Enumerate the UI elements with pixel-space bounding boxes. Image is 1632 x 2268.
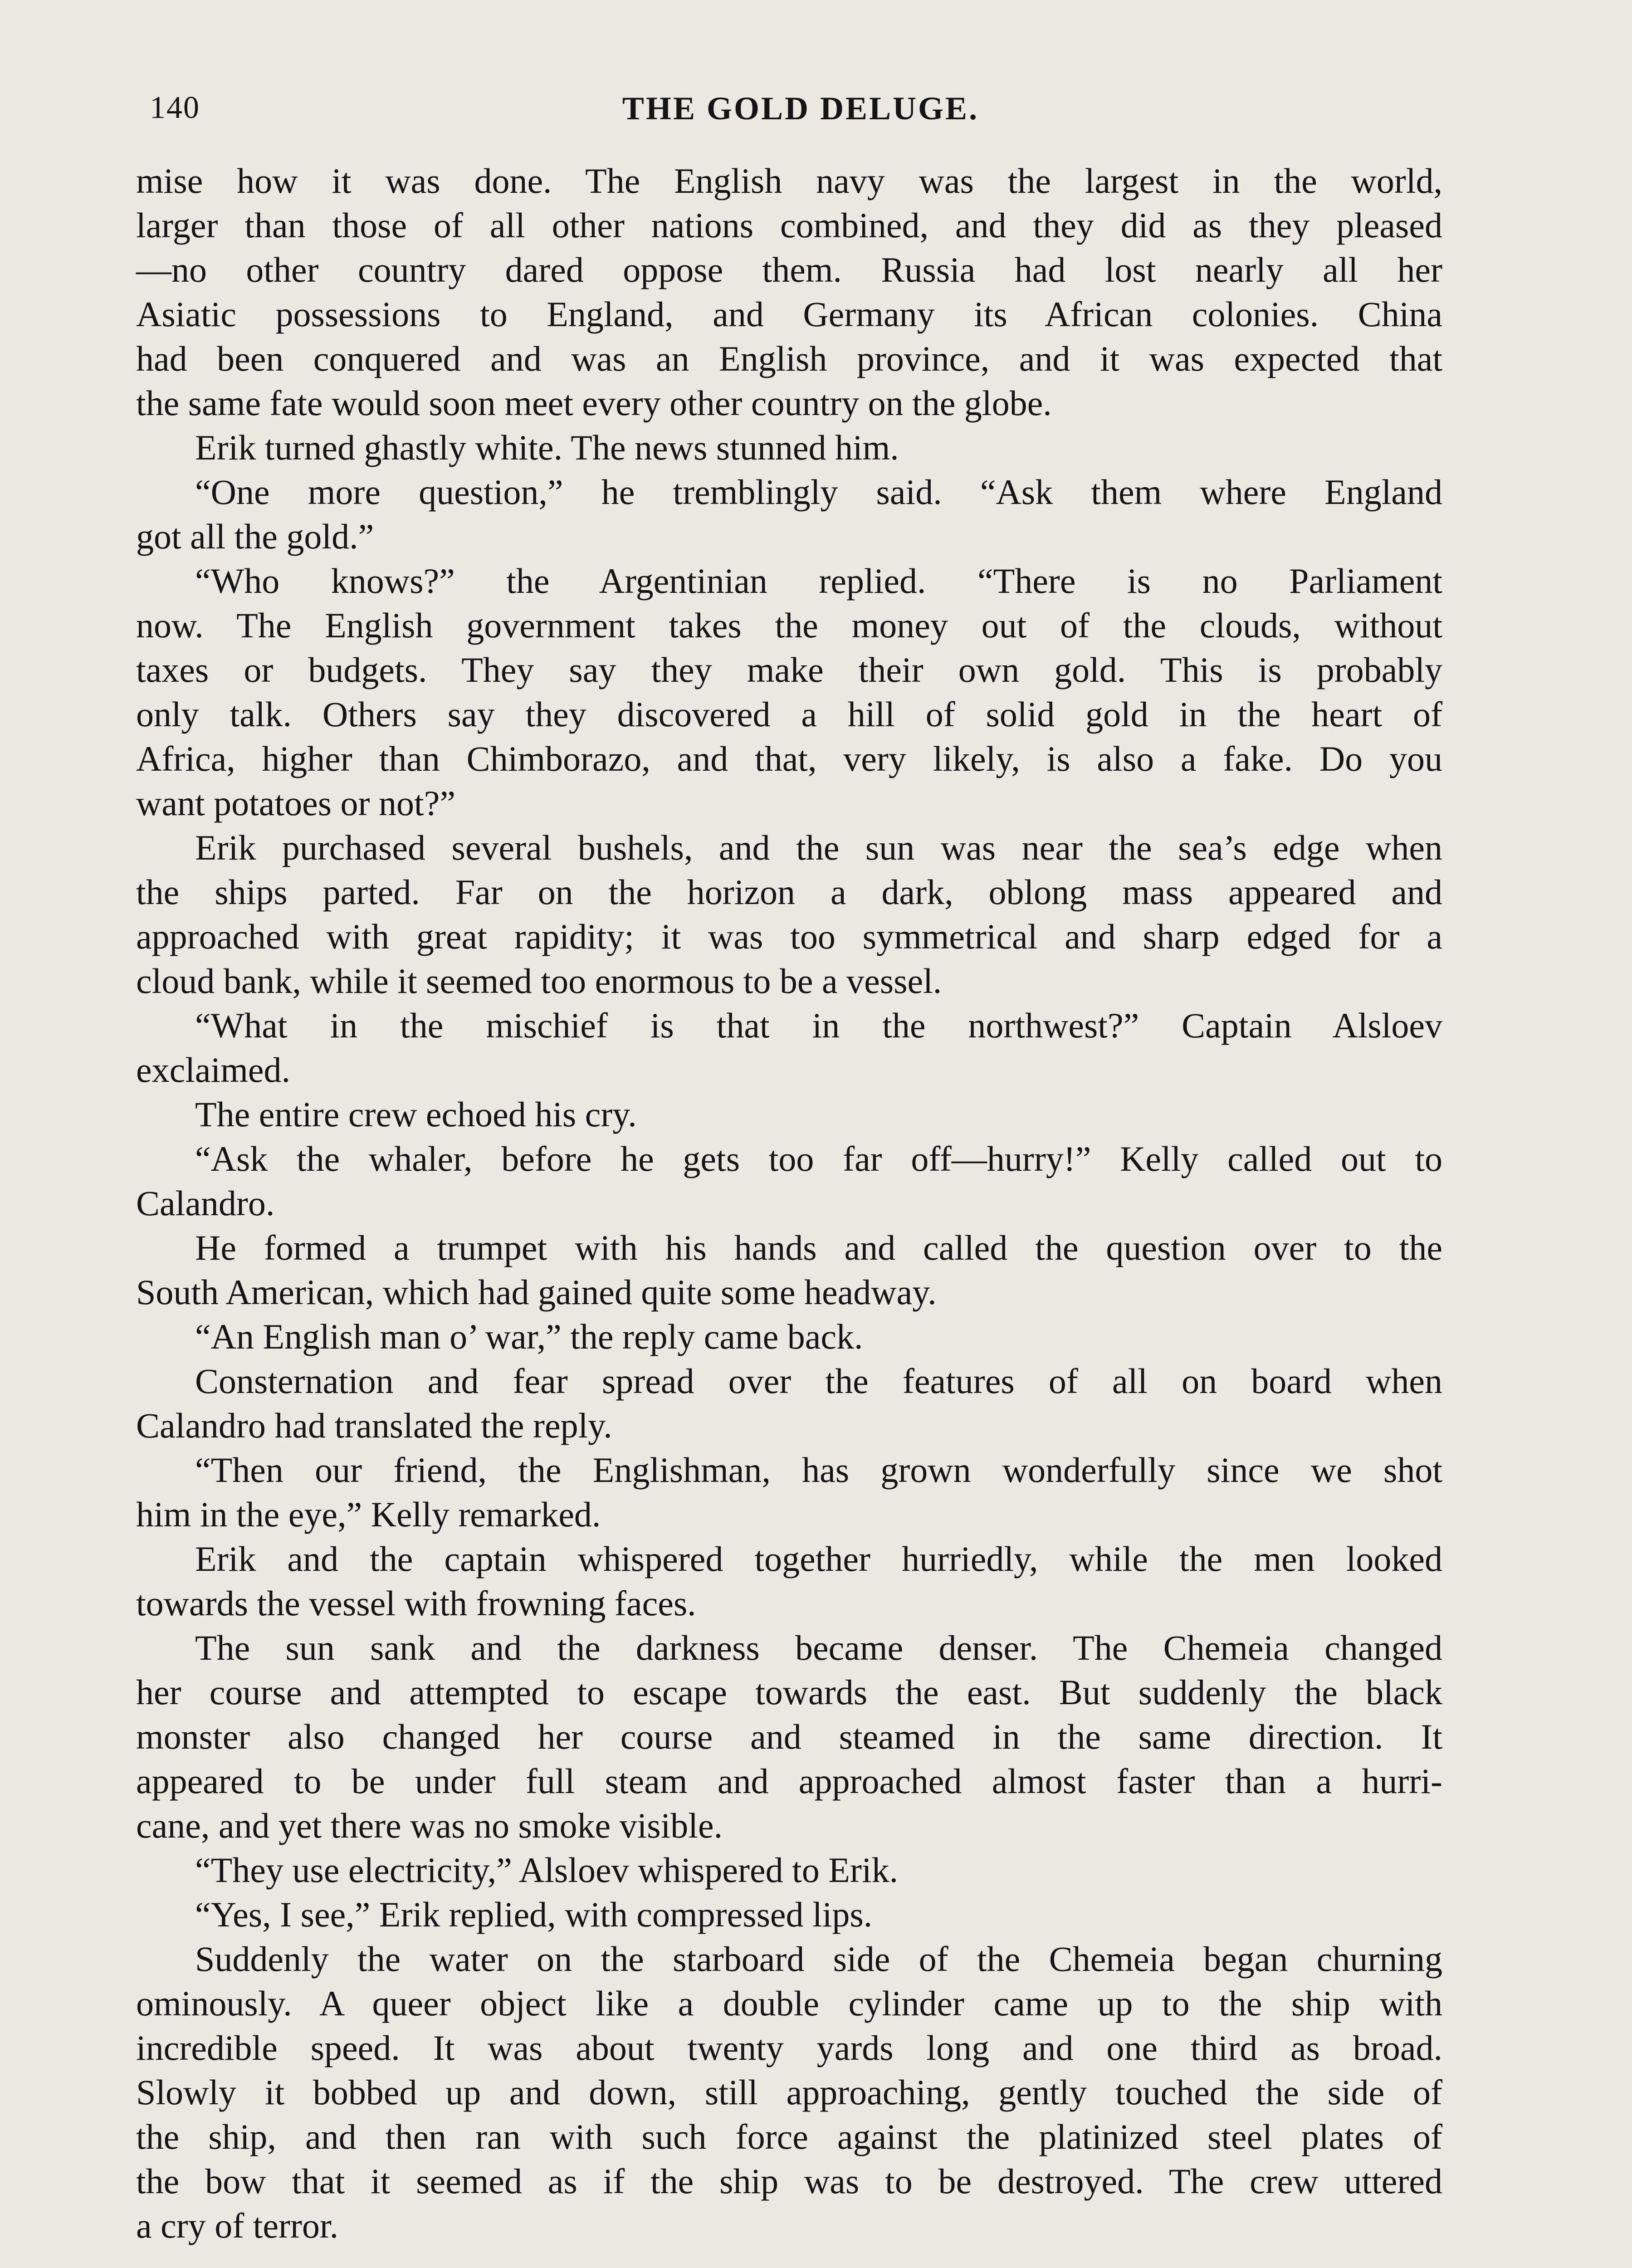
text-line: “Yes, I see,” Erik replied, with compressed lips.	[195, 1895, 873, 1934]
text-line: mise how it was done. The English navy was the largest in the world,	[136, 161, 1442, 200]
text-line: her course and attempted to escape towards the east. But suddenly the black	[136, 1672, 1442, 1712]
text-line: Suddenly the water on the starboard side of the Chemeia began churning	[195, 1939, 1442, 1979]
text-line: approached with great rapidity; it was too symmetrical and sharp edged for a	[136, 917, 1442, 956]
text-line: “Then our friend, the Englishman, has grown wonderfully since we shot	[195, 1450, 1442, 1490]
text-line: incredible speed. It was about twenty yards long and one third as broad.	[136, 2028, 1442, 2068]
running-title: THE GOLD DELUGE.	[622, 90, 979, 127]
text-line: Calandro.	[136, 1183, 275, 1223]
text-line: the bow that it seemed as if the ship was to be destroyed. The crew uttered	[136, 2161, 1442, 2201]
text-line: want potatoes or not?”	[136, 783, 455, 823]
text-line: —no other country dared oppose them. Russia had lost nearly all her	[136, 250, 1442, 289]
text-line: cane, and yet there was no smoke visible.	[136, 1806, 723, 1845]
page-number: 140	[150, 90, 200, 125]
text-line: The sun sank and the darkness became denser. The Chemeia changed	[195, 1628, 1442, 1667]
text-line: larger than those of all other nations combined, and they did as they pleased	[136, 205, 1442, 245]
text-line: “One more question,” he tremblingly said. “Ask them where England	[195, 472, 1442, 512]
text-line: “An English man o’ war,” the reply came back.	[195, 1317, 863, 1356]
text-line: He formed a trumpet with his hands and called the question over to the	[195, 1228, 1442, 1267]
text-line: a cry of terror.	[136, 2206, 339, 2245]
text-line: taxes or budgets. They say they make their own gold. This is probably	[136, 650, 1442, 689]
text-line: Erik turned ghastly white. The news stunned him.	[195, 428, 899, 467]
text-line: appeared to be under full steam and approached almost faster than a hurri-	[136, 1761, 1442, 1801]
text-line: “They use electricity,” Alsloev whispered to Erik.	[195, 1850, 899, 1890]
text-line: monster also changed her course and steamed in the same direction. It	[136, 1717, 1442, 1756]
text-line: cloud bank, while it seemed too enormous to be a vessel.	[136, 961, 942, 1001]
text-line: only talk. Others say they discovered a hill of solid gold in the heart of	[136, 694, 1442, 734]
text-line: Erik purchased several bushels, and the sun was near the sea’s edge when	[195, 828, 1442, 867]
text-line: had been conquered and was an English province, and it was expected that	[136, 339, 1442, 378]
text-line: “Ask the whaler, before he gets too far off—hurry!” Kelly called out to	[195, 1139, 1442, 1178]
text-line: him in the eye,” Kelly remarked.	[136, 1495, 601, 1534]
text-line: ominously. A queer object like a double cylinder came up to the ship with	[136, 1984, 1442, 2023]
text-line: South American, which had gained quite some headway.	[136, 1272, 937, 1312]
text-line: the ships parted. Far on the horizon a dark, oblong mass appeared and	[136, 872, 1442, 912]
body-text	[136, 159, 1442, 2248]
text-line: Consternation and fear spread over the features of all on board when	[195, 1361, 1442, 1401]
text-line: the same fate would soon meet every other country on the globe.	[136, 383, 1052, 423]
text-line: the ship, and then ran with such force against the platinized steel plates of	[136, 2117, 1442, 2156]
text-line: The entire crew echoed his cry.	[195, 1095, 637, 1134]
text-line: Africa, higher than Chimborazo, and that, very likely, is also a fake. Do you	[136, 739, 1442, 778]
text-line: towards the vessel with frowning faces.	[136, 1584, 696, 1623]
text-line: Asiatic possessions to England, and Germany its African colonies. China	[136, 294, 1442, 334]
text-line: “Who knows?” the Argentinian replied. “There is no Parliament	[195, 561, 1442, 601]
text-line: exclaimed.	[136, 1050, 290, 1090]
text-line: “What in the mischief is that in the northwest?” Captain Alsloev	[195, 1006, 1442, 1045]
text-line: Slowly it bobbed up and down, still approaching, gently touched the side of	[136, 2072, 1442, 2112]
page-header	[150, 90, 1451, 135]
text-line: Calandro had translated the reply.	[136, 1406, 612, 1445]
text-line: Erik and the captain whispered together hurriedly, while the men looked	[195, 1539, 1442, 1579]
text-line: now. The English government takes the money out of the clouds, without	[136, 606, 1442, 645]
text-line: got all the gold.”	[136, 517, 374, 556]
